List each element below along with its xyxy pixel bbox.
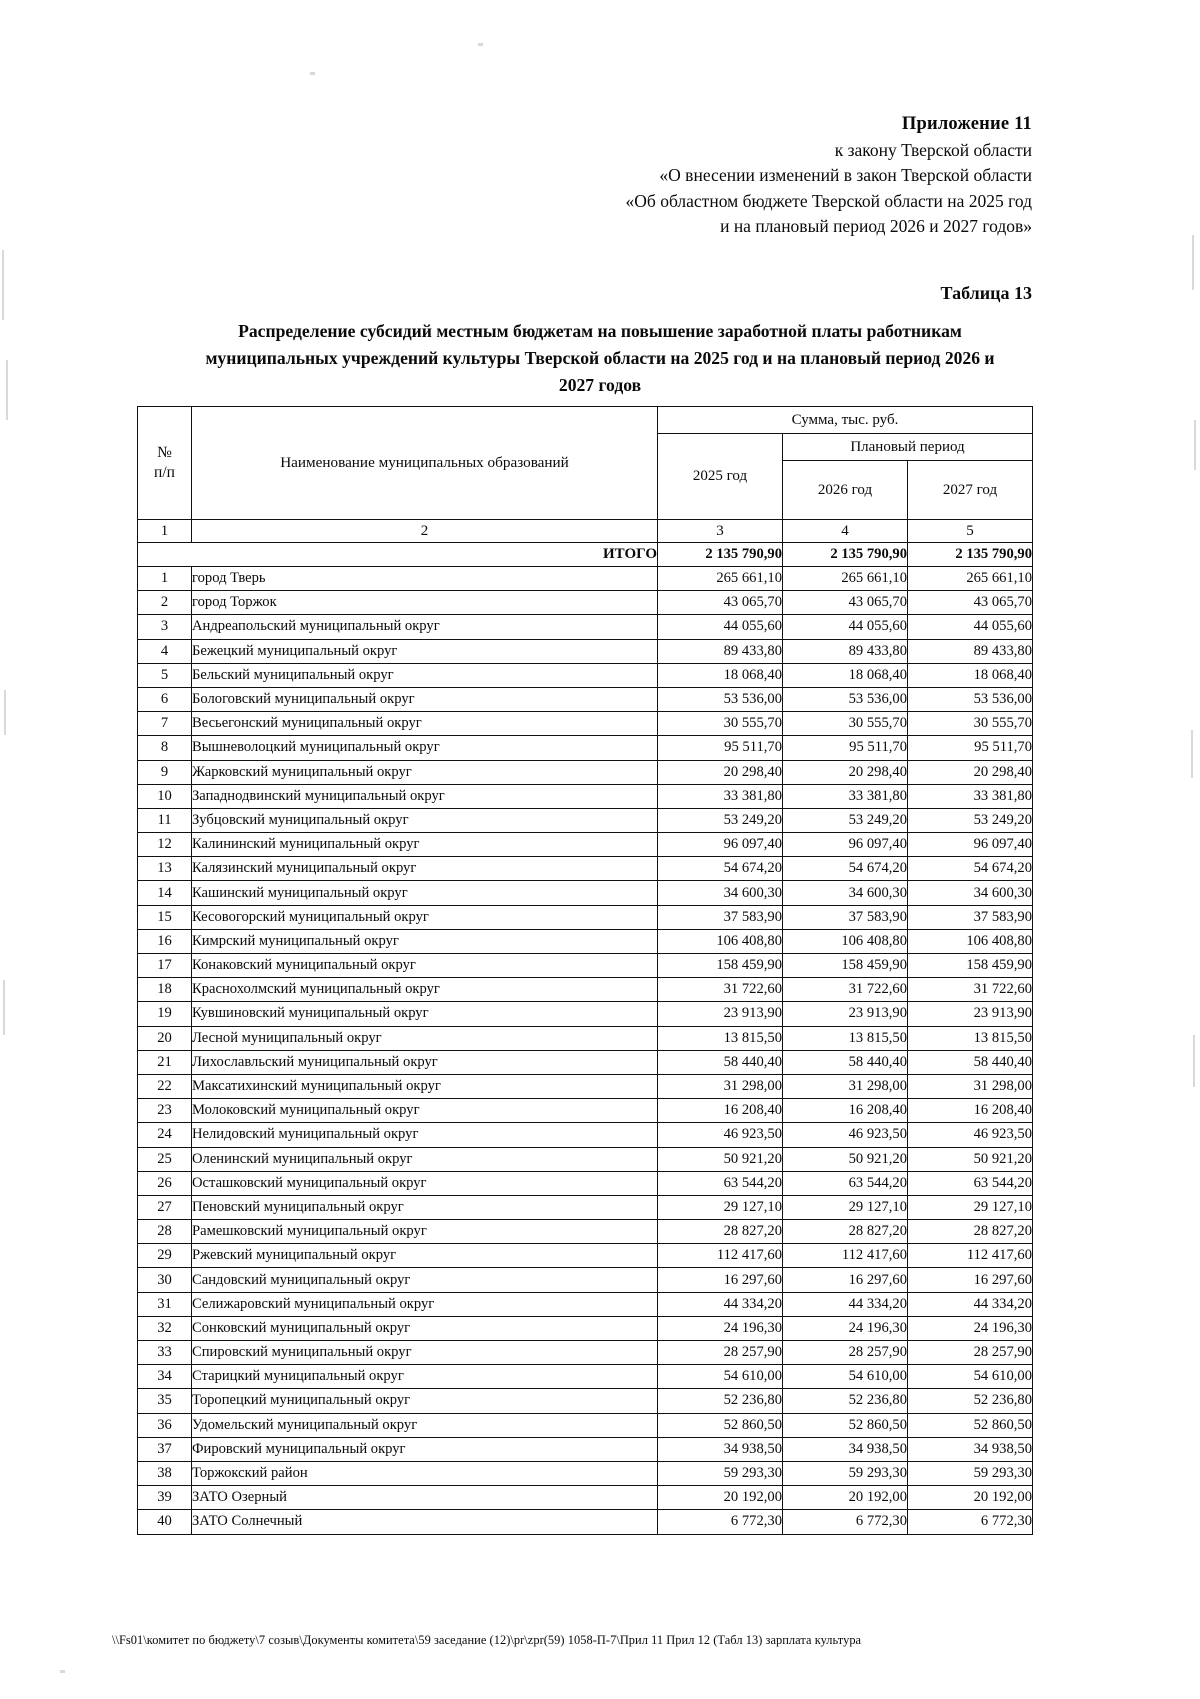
row-value-2025: 31 722,60 bbox=[658, 978, 783, 1002]
row-index: 9 bbox=[138, 760, 192, 784]
row-value-2026: 13 815,50 bbox=[783, 1026, 908, 1050]
total-value-2027: 2 135 790,90 bbox=[908, 543, 1033, 567]
row-value-2027: 53 536,00 bbox=[908, 687, 1033, 711]
table-row bbox=[138, 1437, 1033, 1461]
column-number-4: 4 bbox=[783, 520, 908, 543]
row-value-2027: 16 208,40 bbox=[908, 1099, 1033, 1123]
appendix-law-line-3: «Об областном бюджете Тверской области на 2025 год bbox=[625, 190, 1032, 211]
row-value-2027: 44 334,20 bbox=[908, 1292, 1033, 1316]
row-value-2025: 43 065,70 bbox=[658, 591, 783, 615]
row-value-2027: 95 511,70 bbox=[908, 736, 1033, 760]
page-title bbox=[150, 318, 1050, 399]
row-index: 30 bbox=[138, 1268, 192, 1292]
row-index: 22 bbox=[138, 1074, 192, 1098]
row-municipality: Нелидовский муниципальный округ bbox=[192, 1123, 658, 1147]
table-row bbox=[138, 687, 1033, 711]
row-value-2026: 20 298,40 bbox=[783, 760, 908, 784]
row-municipality: ЗАТО Солнечный bbox=[192, 1510, 658, 1534]
row-index: 18 bbox=[138, 978, 192, 1002]
row-value-2026: 52 860,50 bbox=[783, 1413, 908, 1437]
table-row bbox=[138, 881, 1033, 905]
row-value-2026: 50 921,20 bbox=[783, 1147, 908, 1171]
row-value-2027: 29 127,10 bbox=[908, 1195, 1033, 1219]
row-value-2025: 31 298,00 bbox=[658, 1074, 783, 1098]
row-value-2026: 54 674,20 bbox=[783, 857, 908, 881]
row-municipality: Западнодвинский муниципальный округ bbox=[192, 784, 658, 808]
table-row bbox=[138, 591, 1033, 615]
row-value-2026: 89 433,80 bbox=[783, 639, 908, 663]
row-value-2025: 24 196,30 bbox=[658, 1316, 783, 1340]
scan-artifact bbox=[1192, 235, 1194, 290]
row-value-2027: 28 827,20 bbox=[908, 1220, 1033, 1244]
row-value-2027: 37 583,90 bbox=[908, 905, 1033, 929]
row-value-2027: 23 913,90 bbox=[908, 1002, 1033, 1026]
row-value-2026: 28 827,20 bbox=[783, 1220, 908, 1244]
row-municipality: Фировский муниципальный округ bbox=[192, 1437, 658, 1461]
row-value-2025: 158 459,90 bbox=[658, 954, 783, 978]
table-row bbox=[138, 639, 1033, 663]
row-value-2025: 112 417,60 bbox=[658, 1244, 783, 1268]
row-value-2027: 16 297,60 bbox=[908, 1268, 1033, 1292]
row-value-2027: 28 257,90 bbox=[908, 1341, 1033, 1365]
row-value-2025: 96 097,40 bbox=[658, 833, 783, 857]
row-value-2025: 23 913,90 bbox=[658, 1002, 783, 1026]
row-municipality: Бологовский муниципальный округ bbox=[192, 687, 658, 711]
row-value-2027: 34 938,50 bbox=[908, 1437, 1033, 1461]
row-value-2025: 44 334,20 bbox=[658, 1292, 783, 1316]
row-value-2026: 265 661,10 bbox=[783, 567, 908, 591]
row-municipality: Кимрский муниципальный округ bbox=[192, 929, 658, 953]
row-value-2025: 13 815,50 bbox=[658, 1026, 783, 1050]
scan-artifact bbox=[60, 1670, 65, 1673]
table-row bbox=[138, 615, 1033, 639]
row-index: 25 bbox=[138, 1147, 192, 1171]
scan-artifact bbox=[478, 43, 483, 46]
appendix-law-line-1: к закону Тверской области bbox=[834, 139, 1032, 160]
row-value-2025: 28 827,20 bbox=[658, 1220, 783, 1244]
row-value-2025: 34 938,50 bbox=[658, 1437, 783, 1461]
scan-artifact bbox=[1194, 420, 1196, 470]
row-index: 5 bbox=[138, 663, 192, 687]
row-index: 32 bbox=[138, 1316, 192, 1340]
table-row bbox=[138, 1195, 1033, 1219]
row-municipality: Оленинский муниципальный округ bbox=[192, 1147, 658, 1171]
row-value-2025: 44 055,60 bbox=[658, 615, 783, 639]
header-municipality-name: Наименование муниципальных образований bbox=[192, 407, 658, 520]
header-row-group bbox=[138, 407, 1033, 434]
row-value-2025: 52 236,80 bbox=[658, 1389, 783, 1413]
table-row bbox=[138, 833, 1033, 857]
row-municipality: Калязинский муниципальный округ bbox=[192, 857, 658, 881]
row-value-2027: 53 249,20 bbox=[908, 808, 1033, 832]
column-number-5: 5 bbox=[908, 520, 1033, 543]
row-value-2026: 37 583,90 bbox=[783, 905, 908, 929]
row-value-2026: 34 938,50 bbox=[783, 1437, 908, 1461]
row-value-2026: 58 440,40 bbox=[783, 1050, 908, 1074]
table-row bbox=[138, 1268, 1033, 1292]
row-index: 6 bbox=[138, 687, 192, 711]
row-municipality: Жарковский муниципальный округ bbox=[192, 760, 658, 784]
row-index: 8 bbox=[138, 736, 192, 760]
column-number-row bbox=[138, 520, 1033, 543]
row-value-2026: 52 236,80 bbox=[783, 1389, 908, 1413]
row-value-2026: 106 408,80 bbox=[783, 929, 908, 953]
row-municipality: Спировский муниципальный округ bbox=[192, 1341, 658, 1365]
row-municipality: Краснохолмский муниципальный округ bbox=[192, 978, 658, 1002]
row-value-2025: 54 674,20 bbox=[658, 857, 783, 881]
row-index: 21 bbox=[138, 1050, 192, 1074]
row-value-2026: 44 055,60 bbox=[783, 615, 908, 639]
row-index: 16 bbox=[138, 929, 192, 953]
row-municipality: Торжокский район bbox=[192, 1461, 658, 1485]
row-index: 10 bbox=[138, 784, 192, 808]
row-value-2026: 16 208,40 bbox=[783, 1099, 908, 1123]
header-year-2025: 2025 год bbox=[658, 434, 783, 520]
row-index: 14 bbox=[138, 881, 192, 905]
row-value-2027: 265 661,10 bbox=[908, 567, 1033, 591]
row-value-2026: 54 610,00 bbox=[783, 1365, 908, 1389]
row-value-2027: 30 555,70 bbox=[908, 712, 1033, 736]
row-value-2026: 95 511,70 bbox=[783, 736, 908, 760]
table-row bbox=[138, 1026, 1033, 1050]
row-value-2026: 63 544,20 bbox=[783, 1171, 908, 1195]
row-municipality: Бежецкий муниципальный округ bbox=[192, 639, 658, 663]
row-value-2027: 52 860,50 bbox=[908, 1413, 1033, 1437]
row-municipality: Сонковский муниципальный округ bbox=[192, 1316, 658, 1340]
scan-artifact bbox=[3, 980, 5, 1035]
table-row bbox=[138, 1461, 1033, 1485]
column-number-3: 3 bbox=[658, 520, 783, 543]
row-value-2027: 24 196,30 bbox=[908, 1316, 1033, 1340]
row-value-2026: 112 417,60 bbox=[783, 1244, 908, 1268]
table-row bbox=[138, 1220, 1033, 1244]
row-index: 15 bbox=[138, 905, 192, 929]
row-value-2027: 89 433,80 bbox=[908, 639, 1033, 663]
appendix-header bbox=[412, 112, 1032, 240]
row-value-2025: 20 298,40 bbox=[658, 760, 783, 784]
row-index: 27 bbox=[138, 1195, 192, 1219]
table-row bbox=[138, 1341, 1033, 1365]
table-row bbox=[138, 1244, 1033, 1268]
table-row bbox=[138, 905, 1033, 929]
row-index: 23 bbox=[138, 1099, 192, 1123]
row-index: 26 bbox=[138, 1171, 192, 1195]
row-value-2027: 20 298,40 bbox=[908, 760, 1033, 784]
row-value-2025: 63 544,20 bbox=[658, 1171, 783, 1195]
row-value-2027: 44 055,60 bbox=[908, 615, 1033, 639]
row-value-2026: 96 097,40 bbox=[783, 833, 908, 857]
table-body bbox=[138, 543, 1033, 1535]
row-value-2025: 54 610,00 bbox=[658, 1365, 783, 1389]
row-value-2026: 34 600,30 bbox=[783, 881, 908, 905]
table-row bbox=[138, 1074, 1033, 1098]
row-index: 34 bbox=[138, 1365, 192, 1389]
row-municipality: город Тверь bbox=[192, 567, 658, 591]
row-municipality: Конаковский муниципальный округ bbox=[192, 954, 658, 978]
row-value-2026: 23 913,90 bbox=[783, 1002, 908, 1026]
scan-artifact bbox=[1191, 730, 1193, 778]
scan-artifact bbox=[6, 360, 8, 420]
row-value-2025: 58 440,40 bbox=[658, 1050, 783, 1074]
row-value-2027: 46 923,50 bbox=[908, 1123, 1033, 1147]
row-value-2025: 16 297,60 bbox=[658, 1268, 783, 1292]
row-value-2026: 20 192,00 bbox=[783, 1486, 908, 1510]
row-value-2025: 29 127,10 bbox=[658, 1195, 783, 1219]
row-value-2027: 6 772,30 bbox=[908, 1510, 1033, 1534]
row-municipality: Кесовогорский муниципальный округ bbox=[192, 905, 658, 929]
row-index: 17 bbox=[138, 954, 192, 978]
header-num-pp-line2: п/п bbox=[154, 464, 175, 481]
table-row bbox=[138, 1002, 1033, 1026]
header-plan-group: Плановый период bbox=[783, 434, 1033, 461]
header-year-2027: 2027 год bbox=[908, 461, 1033, 520]
row-municipality: Пеновский муниципальный округ bbox=[192, 1195, 658, 1219]
row-value-2025: 53 249,20 bbox=[658, 808, 783, 832]
scan-artifact bbox=[1193, 1035, 1195, 1087]
header-num-pp bbox=[138, 407, 192, 520]
row-index: 40 bbox=[138, 1510, 192, 1534]
row-index: 13 bbox=[138, 857, 192, 881]
table-row bbox=[138, 663, 1033, 687]
row-index: 2 bbox=[138, 591, 192, 615]
scan-artifact bbox=[4, 690, 6, 735]
row-municipality: Весьегонский муниципальный округ bbox=[192, 712, 658, 736]
row-value-2025: 28 257,90 bbox=[658, 1341, 783, 1365]
row-municipality: Кашинский муниципальный округ bbox=[192, 881, 658, 905]
row-index: 38 bbox=[138, 1461, 192, 1485]
table-label: Таблица 13 bbox=[940, 283, 1032, 303]
row-value-2027: 54 674,20 bbox=[908, 857, 1033, 881]
row-value-2025: 33 381,80 bbox=[658, 784, 783, 808]
row-value-2025: 89 433,80 bbox=[658, 639, 783, 663]
subsidy-table-container bbox=[137, 406, 1032, 1535]
row-municipality: ЗАТО Озерный bbox=[192, 1486, 658, 1510]
row-index: 3 bbox=[138, 615, 192, 639]
row-value-2025: 16 208,40 bbox=[658, 1099, 783, 1123]
row-value-2027: 96 097,40 bbox=[908, 833, 1033, 857]
page-title-line-3: 2027 годов bbox=[558, 375, 642, 395]
row-value-2026: 44 334,20 bbox=[783, 1292, 908, 1316]
row-value-2027: 31 298,00 bbox=[908, 1074, 1033, 1098]
row-municipality: Вышневолоцкий муниципальный округ bbox=[192, 736, 658, 760]
row-value-2026: 24 196,30 bbox=[783, 1316, 908, 1340]
row-value-2027: 31 722,60 bbox=[908, 978, 1033, 1002]
row-value-2026: 31 298,00 bbox=[783, 1074, 908, 1098]
row-value-2026: 18 068,40 bbox=[783, 663, 908, 687]
table-row bbox=[138, 954, 1033, 978]
row-value-2025: 18 068,40 bbox=[658, 663, 783, 687]
table-row bbox=[138, 857, 1033, 881]
row-value-2027: 13 815,50 bbox=[908, 1026, 1033, 1050]
row-value-2027: 34 600,30 bbox=[908, 881, 1033, 905]
page-title-line-2: муниципальных учреждений культуры Тверской области на 2025 год и на плановый период 2026 и bbox=[205, 348, 995, 368]
total-value-2026: 2 135 790,90 bbox=[783, 543, 908, 567]
row-value-2027: 52 236,80 bbox=[908, 1389, 1033, 1413]
table-row bbox=[138, 929, 1033, 953]
row-index: 4 bbox=[138, 639, 192, 663]
row-value-2025: 34 600,30 bbox=[658, 881, 783, 905]
row-municipality: Андреапольский муниципальный округ bbox=[192, 615, 658, 639]
row-municipality: Зубцовский муниципальный округ bbox=[192, 808, 658, 832]
row-value-2025: 6 772,30 bbox=[658, 1510, 783, 1534]
row-municipality: Лихославльский муниципальный округ bbox=[192, 1050, 658, 1074]
table-row bbox=[138, 712, 1033, 736]
row-index: 19 bbox=[138, 1002, 192, 1026]
row-index: 35 bbox=[138, 1389, 192, 1413]
table-row bbox=[138, 784, 1033, 808]
row-value-2026: 28 257,90 bbox=[783, 1341, 908, 1365]
row-value-2025: 30 555,70 bbox=[658, 712, 783, 736]
row-municipality: Осташковский муниципальный округ bbox=[192, 1171, 658, 1195]
table-row bbox=[138, 978, 1033, 1002]
row-index: 31 bbox=[138, 1292, 192, 1316]
row-municipality: Торопецкий муниципальный округ bbox=[192, 1389, 658, 1413]
row-municipality: Селижаровский муниципальный округ bbox=[192, 1292, 658, 1316]
row-value-2025: 50 921,20 bbox=[658, 1147, 783, 1171]
header-year-2026: 2026 год bbox=[783, 461, 908, 520]
row-value-2027: 50 921,20 bbox=[908, 1147, 1033, 1171]
row-municipality: Бельский муниципальный округ bbox=[192, 663, 658, 687]
row-value-2027: 33 381,80 bbox=[908, 784, 1033, 808]
row-value-2026: 6 772,30 bbox=[783, 1510, 908, 1534]
row-municipality: Ржевский муниципальный округ bbox=[192, 1244, 658, 1268]
row-municipality: Максатихинский муниципальный округ bbox=[192, 1074, 658, 1098]
table-row bbox=[138, 1316, 1033, 1340]
table-row bbox=[138, 567, 1033, 591]
table-row bbox=[138, 1389, 1033, 1413]
row-value-2027: 158 459,90 bbox=[908, 954, 1033, 978]
total-label: ИТОГО bbox=[138, 543, 658, 567]
subsidy-table bbox=[137, 406, 1033, 1535]
scan-artifact bbox=[2, 250, 4, 320]
row-index: 36 bbox=[138, 1413, 192, 1437]
footer-file-path: \\Fs01\комитет по бюджету\7 созыв\Документы комитета\59 заседание (12)\pr\zpr(59) 1058-П-7\Прил 11 Прил 12 (Табл 13) зарплата культура bbox=[112, 1633, 862, 1647]
row-value-2027: 112 417,60 bbox=[908, 1244, 1033, 1268]
row-value-2026: 43 065,70 bbox=[783, 591, 908, 615]
table-row bbox=[138, 736, 1033, 760]
appendix-law-line-2: «О внесении изменений в закон Тверской области bbox=[659, 165, 1032, 185]
table-row bbox=[138, 1365, 1033, 1389]
header-sum-group: Сумма, тыс. руб. bbox=[658, 407, 1033, 434]
row-value-2026: 59 293,30 bbox=[783, 1461, 908, 1485]
table-row bbox=[138, 1292, 1033, 1316]
total-row bbox=[138, 543, 1033, 567]
row-value-2025: 265 661,10 bbox=[658, 567, 783, 591]
row-value-2027: 18 068,40 bbox=[908, 663, 1033, 687]
row-value-2027: 58 440,40 bbox=[908, 1050, 1033, 1074]
table-row bbox=[138, 1147, 1033, 1171]
row-municipality: город Торжок bbox=[192, 591, 658, 615]
row-value-2026: 16 297,60 bbox=[783, 1268, 908, 1292]
page-title-line-1: Распределение субсидий местным бюджетам на повышение заработной платы работникам bbox=[238, 321, 962, 341]
row-value-2025: 106 408,80 bbox=[658, 929, 783, 953]
row-value-2027: 54 610,00 bbox=[908, 1365, 1033, 1389]
column-number-1: 1 bbox=[138, 520, 192, 543]
row-value-2026: 33 381,80 bbox=[783, 784, 908, 808]
row-municipality: Кувшиновский муниципальный округ bbox=[192, 1002, 658, 1026]
table-row bbox=[138, 1510, 1033, 1534]
total-value-2025: 2 135 790,90 bbox=[658, 543, 783, 567]
column-number-2: 2 bbox=[192, 520, 658, 543]
row-index: 20 bbox=[138, 1026, 192, 1050]
row-index: 11 bbox=[138, 808, 192, 832]
row-value-2025: 52 860,50 bbox=[658, 1413, 783, 1437]
row-value-2027: 20 192,00 bbox=[908, 1486, 1033, 1510]
row-value-2025: 46 923,50 bbox=[658, 1123, 783, 1147]
row-value-2025: 20 192,00 bbox=[658, 1486, 783, 1510]
row-index: 1 bbox=[138, 567, 192, 591]
table-row bbox=[138, 760, 1033, 784]
row-index: 28 bbox=[138, 1220, 192, 1244]
row-index: 37 bbox=[138, 1437, 192, 1461]
row-value-2027: 59 293,30 bbox=[908, 1461, 1033, 1485]
row-value-2025: 95 511,70 bbox=[658, 736, 783, 760]
table-row bbox=[138, 1123, 1033, 1147]
row-value-2026: 29 127,10 bbox=[783, 1195, 908, 1219]
row-municipality: Молоковский муниципальный округ bbox=[192, 1099, 658, 1123]
row-index: 7 bbox=[138, 712, 192, 736]
row-index: 29 bbox=[138, 1244, 192, 1268]
table-row bbox=[138, 1413, 1033, 1437]
appendix-law-line-4: и на плановый период 2026 и 2027 годов» bbox=[720, 216, 1032, 236]
row-value-2026: 158 459,90 bbox=[783, 954, 908, 978]
table-row bbox=[138, 1171, 1033, 1195]
row-value-2025: 59 293,30 bbox=[658, 1461, 783, 1485]
row-municipality: Калининский муниципальный округ bbox=[192, 833, 658, 857]
row-value-2026: 46 923,50 bbox=[783, 1123, 908, 1147]
table-row bbox=[138, 1486, 1033, 1510]
appendix-number: Приложение 11 bbox=[901, 114, 1032, 134]
row-index: 33 bbox=[138, 1341, 192, 1365]
row-value-2025: 37 583,90 bbox=[658, 905, 783, 929]
table-row bbox=[138, 808, 1033, 832]
row-municipality: Старицкий муниципальный округ bbox=[192, 1365, 658, 1389]
table-row bbox=[138, 1099, 1033, 1123]
row-municipality: Рамешковский муниципальный округ bbox=[192, 1220, 658, 1244]
row-index: 12 bbox=[138, 833, 192, 857]
scan-artifact bbox=[310, 72, 315, 75]
row-value-2027: 63 544,20 bbox=[908, 1171, 1033, 1195]
table-row bbox=[138, 1050, 1033, 1074]
row-municipality: Удомельский муниципальный округ bbox=[192, 1413, 658, 1437]
row-value-2027: 106 408,80 bbox=[908, 929, 1033, 953]
table-header bbox=[138, 407, 1033, 543]
row-index: 39 bbox=[138, 1486, 192, 1510]
row-municipality: Сандовский муниципальный округ bbox=[192, 1268, 658, 1292]
row-municipality: Лесной муниципальный округ bbox=[192, 1026, 658, 1050]
row-value-2027: 43 065,70 bbox=[908, 591, 1033, 615]
row-index: 24 bbox=[138, 1123, 192, 1147]
row-value-2026: 53 536,00 bbox=[783, 687, 908, 711]
row-value-2026: 53 249,20 bbox=[783, 808, 908, 832]
row-value-2026: 31 722,60 bbox=[783, 978, 908, 1002]
row-value-2025: 53 536,00 bbox=[658, 687, 783, 711]
header-num-pp-line1: № bbox=[157, 444, 172, 461]
row-value-2026: 30 555,70 bbox=[783, 712, 908, 736]
